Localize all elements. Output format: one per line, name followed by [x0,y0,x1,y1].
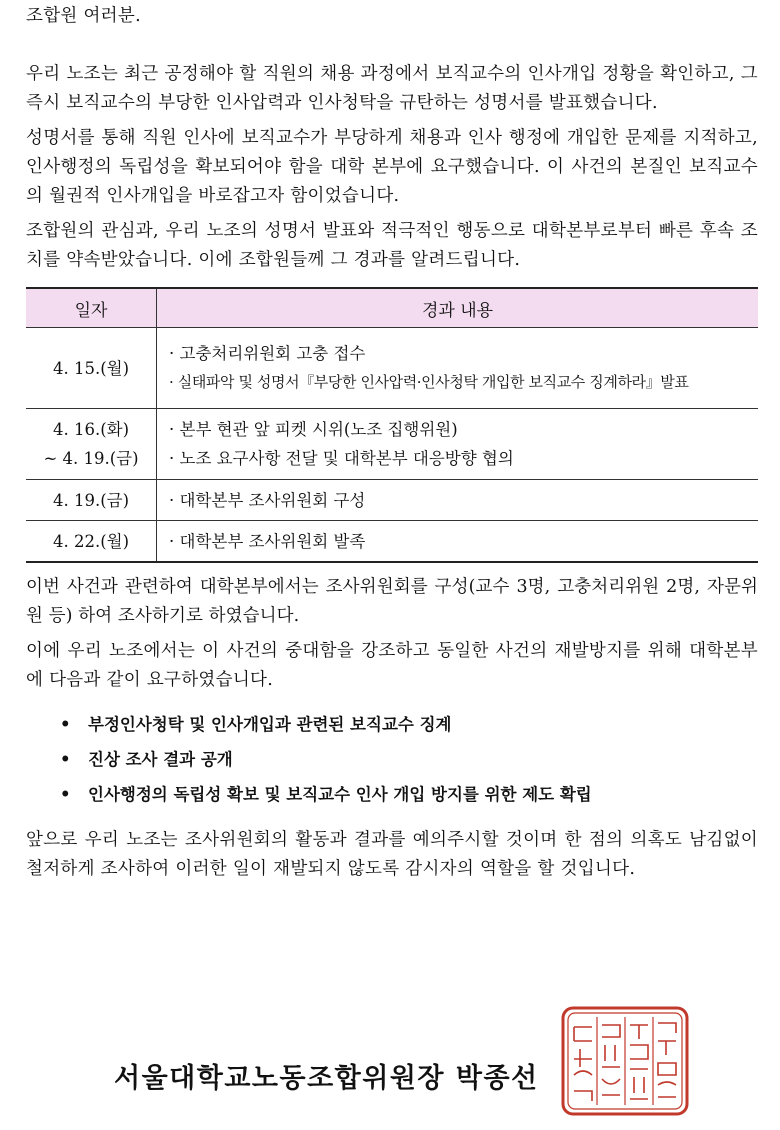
demand-item: • 부정인사청탁 및 인사개입과 관련된 보직교수 징계 [26,707,758,742]
mid-paragraph-1: 이번 사건과 관련하여 대학본부에서는 조사위원회를 구성(교수 3명, 고충처리위원 2명, 자문위원 등) 하여 조사하기로 하였습니다. [26,577,758,626]
row-items [157,521,759,563]
list-item: · 본부 현관 앞 피켓 시위(노조 집행위원) [169,420,458,439]
signature: 서울대학교노동조합위원장 박종선 [114,1063,539,1094]
bullet-icon: • [60,750,71,769]
demand-item: • 진상 조사 결과 공개 [26,742,758,777]
table-row [26,409,758,480]
list-item: · 대학본부 조사위원회 발족 [169,531,366,551]
progress-table [26,287,758,563]
list-item: · 노조 요구사항 전달 및 대학본부 대응방향 협의 [169,449,514,468]
list-item: · 대학본부 조사위원회 구성 [169,490,366,510]
demand-item: • 인사행정의 독립성 확보 및 보직교수 인사 개입 방지를 위한 제도 확립 [26,777,758,812]
mid-paragraph-2: 이에 우리 노조에서는 이 사건의 중대함을 강조하고 동일한 사건의 재발방지를 위해 대학본부에 다음과 같이 요구하였습니다. [26,641,758,690]
table-row [26,480,758,521]
table-row [26,521,758,563]
greeting: 조합원 여러분. [26,6,141,26]
row-items [157,409,759,480]
row-items [157,480,759,521]
row-date: 4. 22.(월) [26,521,157,563]
row-date: 4. 19.(금) [26,480,157,521]
row-items [157,328,759,409]
list-item: · 실태파악 및 성명서『부당한 인사압력·인사청탁 개입한 보직교수 징계하라』발표 [169,373,689,391]
header-date: 일자 [26,288,157,328]
closing-paragraph: 앞으로 우리 노조는 조사위원회의 활동과 결과를 예의주시할 것이며 한 점의 의혹도 남김없이 철저하게 조사하여 이러한 일이 재발되지 않도록 감시자의 역할을 할 것입니다. [26,830,758,879]
bullet-icon: • [60,715,71,734]
intro-paragraph-2: 성명서를 통해 직원 인사에 보직교수가 부당하게 채용과 인사 행정에 개입한 문제를 지적하고, 인사행정의 독립성을 확보되어야 함을 대학 본부에 요구했습니다. 이 사건의 본질인 보직교수의 월권적 인사개입을 바로잡고자 함이었습니다. [26,128,758,206]
row-date: 4. 15.(월) [26,328,157,409]
union-seal-icon [560,1005,690,1117]
intro-paragraph-1: 우리 노조는 최근 공정해야 할 직원의 채용 과정에서 보직교수의 인사개입 정황을 확인하고, 그 즉시 보직교수의 부당한 인사압력과 인사청탁을 규탄하는 성명서를 발표했습니다. [26,64,758,113]
header-details: 경과 내용 [157,288,759,328]
document-body [26,0,758,884]
bullet-icon: • [60,785,71,804]
table-row [26,328,758,409]
list-item: · 고충처리위원회 고충 접수 [169,344,366,363]
intro-paragraph-3: 조합원의 관심과, 우리 노조의 성명서 발표와 적극적인 행동으로 대학본부로부터 빠른 후속 조치를 약속받았습니다. 이에 조합원들께 그 경과를 알려드립니다. [26,221,758,270]
row-date: 4. 16.(화) ~ 4. 19.(금) [26,409,157,480]
table-header-row [26,288,758,328]
demands-list [26,707,758,812]
